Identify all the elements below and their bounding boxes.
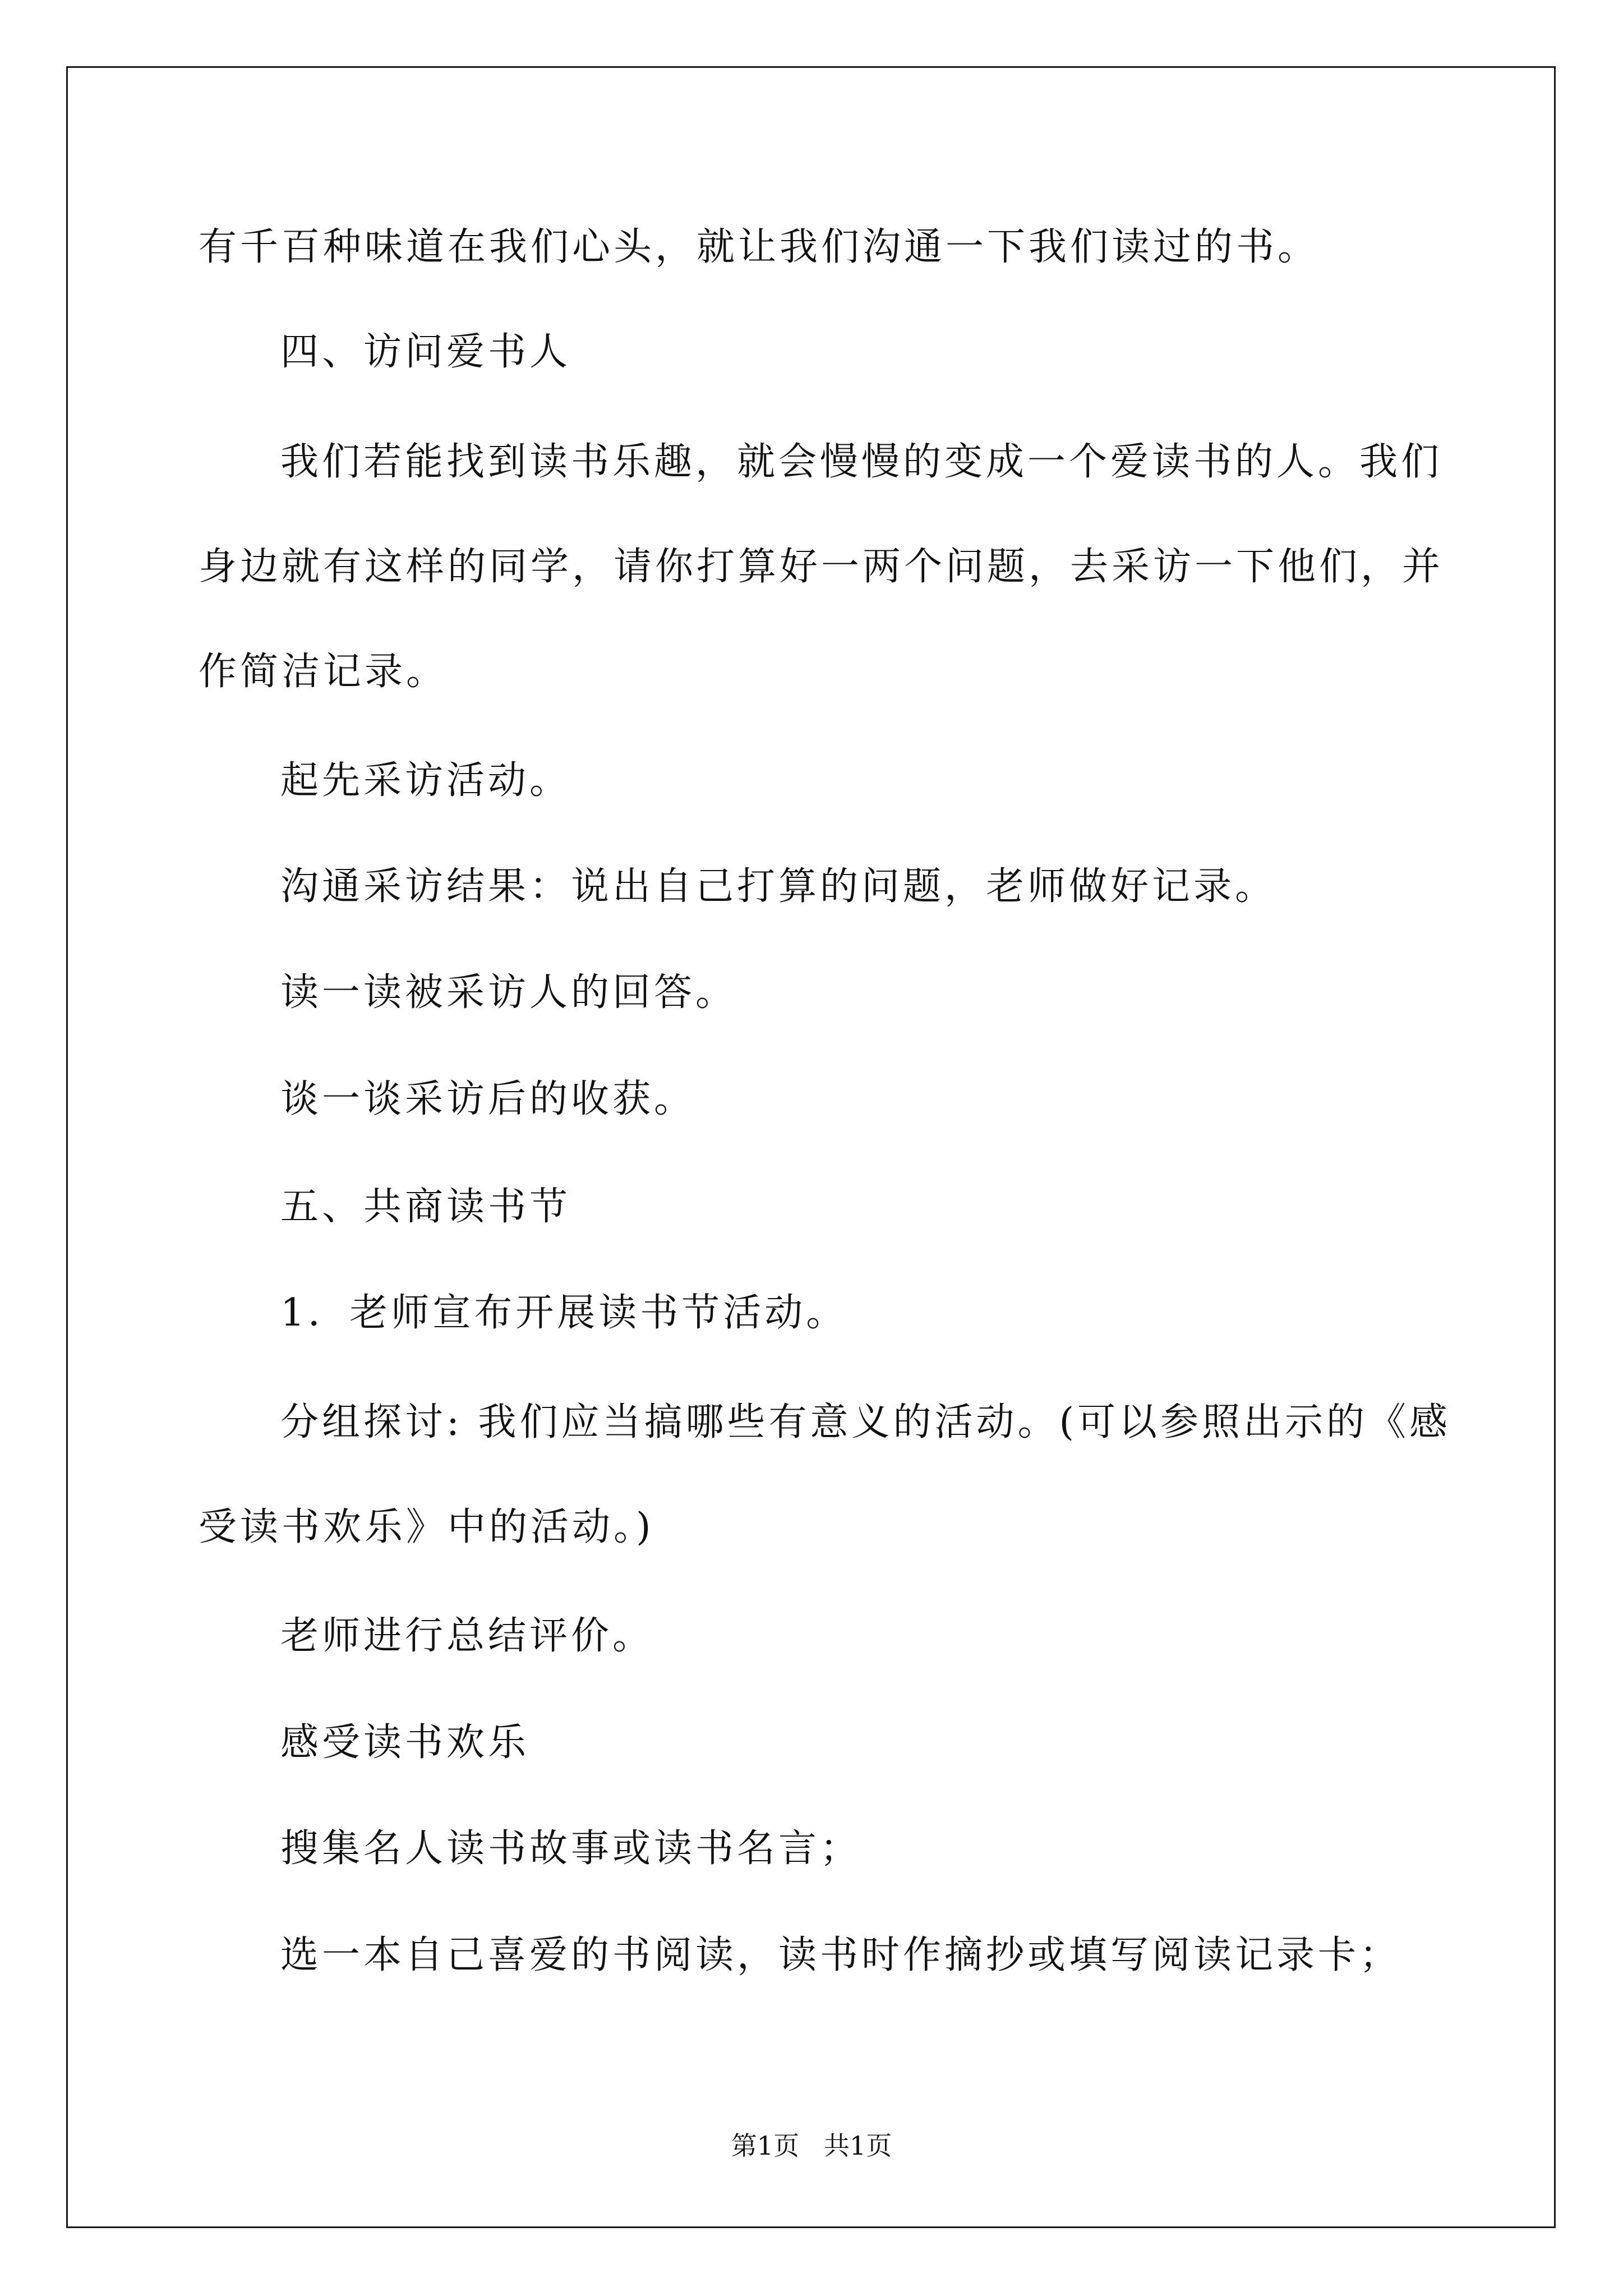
body-text-line: 1．老师宣布开展读书节活动。 bbox=[280, 1291, 848, 1335]
page-number-footer: 第1页 共1页 bbox=[731, 2131, 892, 2161]
body-text-line: 分组探讨: 我们应当搞哪些有意义的活动。(可以参照出示的《感 bbox=[280, 1400, 1451, 1444]
page-border bbox=[66, 66, 1556, 2228]
body-text-line: 谈一谈采访后的收获。 bbox=[280, 1077, 696, 1121]
body-text-line: 受读书欢乐》中的活动。) bbox=[199, 1505, 654, 1549]
body-text-line: 我们若能找到读书乐趣，就会慢慢的变成一个爱读书的人。我们 bbox=[280, 440, 1443, 484]
body-text-line: 搜集名人读书故事或读书名言； bbox=[280, 1826, 862, 1871]
body-text-line: 有千百种味道在我们心头，就让我们沟通一下我们读过的书。 bbox=[199, 225, 1320, 269]
body-text-line: 身边就有这样的同学，请你打算好一两个问题，去采访一下他们，并 bbox=[199, 545, 1444, 589]
body-text-line: 起先采访活动。 bbox=[280, 758, 571, 803]
body-text-line: 选一本自己喜爱的书阅读，读书时作摘抄或填写阅读记录卡； bbox=[280, 1933, 1401, 1977]
section-heading: 四、访问爱书人 bbox=[280, 330, 571, 374]
body-text-line: 老师进行总结评价。 bbox=[280, 1614, 654, 1658]
body-text-line: 读一读被采访人的回答。 bbox=[280, 970, 737, 1015]
body-text-line: 沟通采访结果：说出自己打算的问题，老师做好记录。 bbox=[280, 864, 1277, 909]
body-text-line: 感受读书欢乐 bbox=[280, 1720, 530, 1765]
body-text-line: 作简洁记录。 bbox=[199, 650, 448, 694]
section-heading: 五、共商读书节 bbox=[280, 1185, 571, 1229]
